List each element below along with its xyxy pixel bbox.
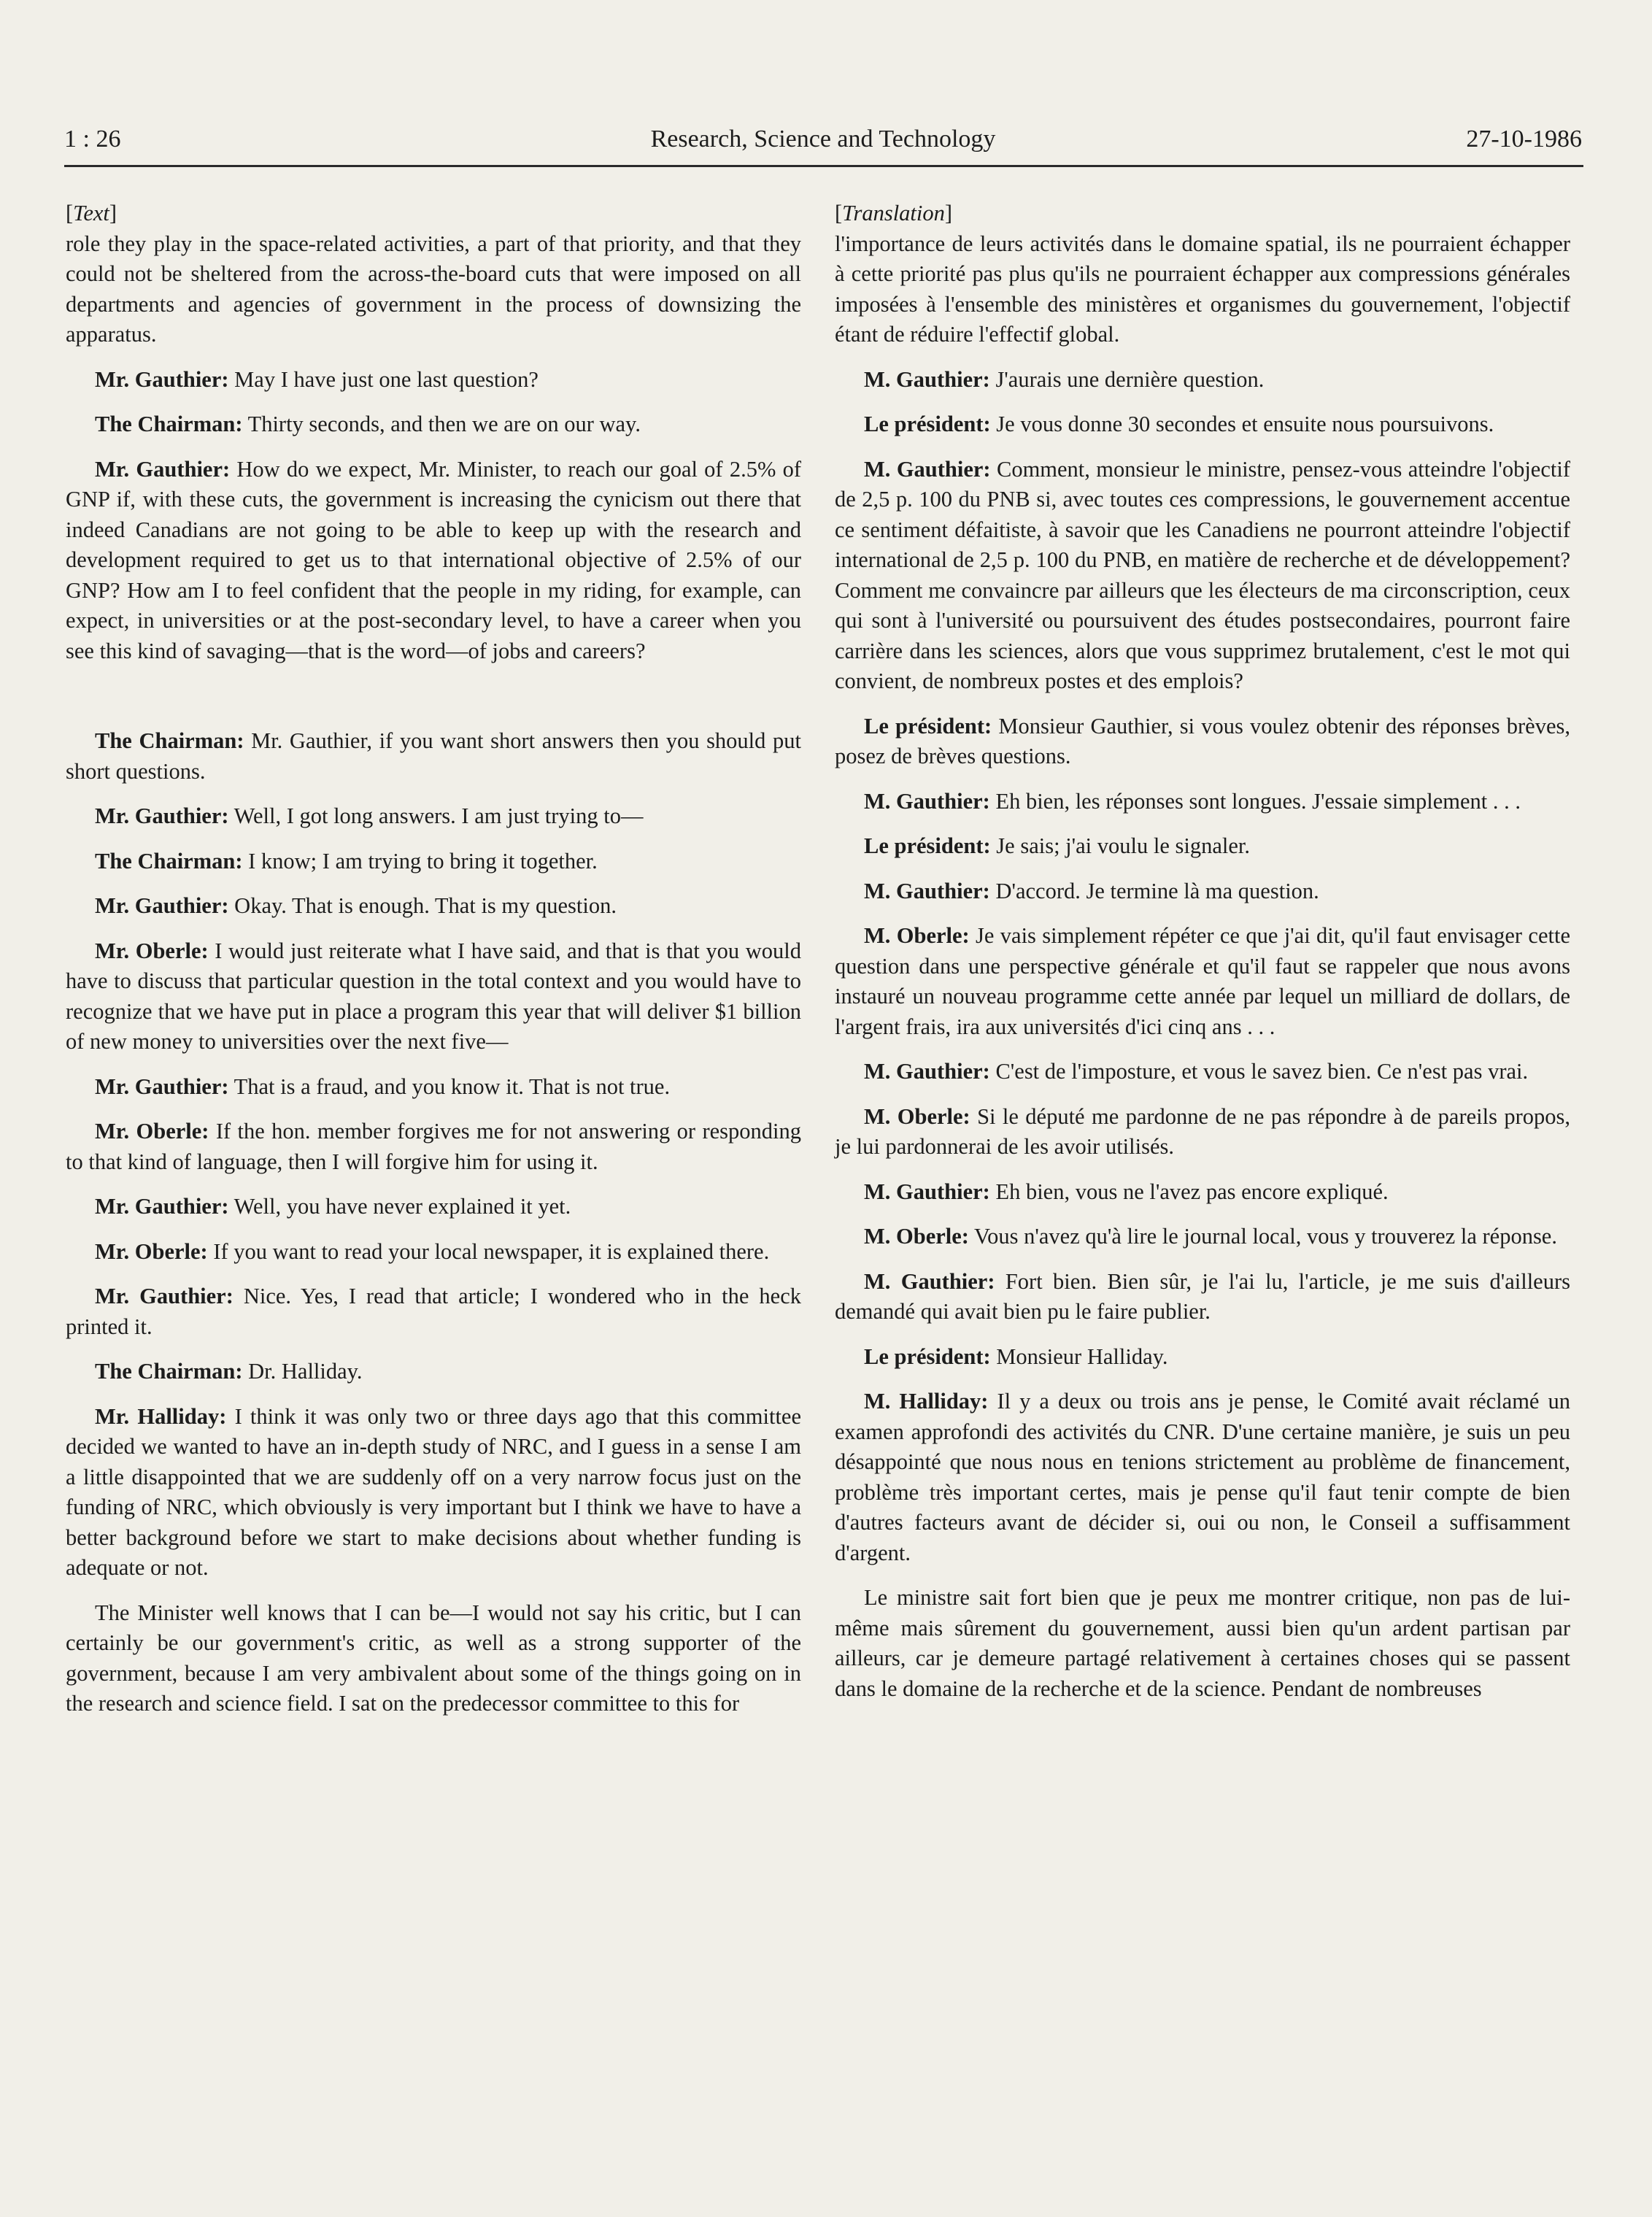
speaker-name: M. Halliday: bbox=[864, 1389, 989, 1414]
speaker-name: Mr. Gauthier: bbox=[95, 893, 229, 918]
speaker-name: The Chairman: bbox=[95, 1359, 243, 1384]
speech-paragraph bbox=[66, 1598, 801, 1719]
french-paragraphs bbox=[835, 365, 1570, 1705]
speech-paragraph bbox=[66, 891, 801, 922]
column-spacer bbox=[66, 681, 801, 726]
speaker-name: M. Gauthier: bbox=[864, 788, 990, 814]
speech-text: Mr. Gauthier, if you want short answers then you should put short questions. bbox=[66, 728, 801, 784]
speaker-name: M. Gauthier: bbox=[864, 366, 990, 392]
speech-text: Well, you have never explained it yet. bbox=[228, 1194, 571, 1219]
speaker-name: M. Gauthier: bbox=[864, 456, 991, 482]
speaker-name: Le président: bbox=[864, 833, 991, 858]
speech-text: Je vais simplement répéter ce que j'ai dit, qu'il faut envisager cette question dans une perspective générale et qu'il faut se rappeler que nous avons instauré un nouveau programme cette année par lequel un milliard de dollars, de l'argent frais, ira aux universités d'ici cinq ans . . . bbox=[835, 923, 1570, 1039]
speech-paragraph bbox=[66, 1117, 801, 1177]
speech-text: Le ministre sait fort bien que je peux me montrer critique, non pas de lui-même mais sûrement du gouvernement, aussi bien qu'un ardent partisan par ailleurs, car je demeure partagé relativement à certaines choses qui se passent dans le domaine de la recherche et de la science. Pendant de nombreuses bbox=[835, 1585, 1570, 1701]
speech-text: I know; I am trying to bring it together. bbox=[242, 848, 598, 874]
speech-text: Okay. That is enough. That is my question. bbox=[228, 893, 617, 918]
speech-text: The Minister well knows that I can be—I would not say his critic, but I can certainly be our government's critic, as well as a strong supporter of the government, because I am very ambivalent about some of the things going on in the research and science field. I sat on the predecessor committee to this for bbox=[66, 1600, 801, 1716]
speech-paragraph bbox=[835, 712, 1570, 772]
speech-paragraph bbox=[835, 455, 1570, 697]
speech-paragraph bbox=[66, 365, 801, 396]
speech-paragraph bbox=[835, 831, 1570, 862]
speech-text: I think it was only two or three days ago that this committee decided we wanted to have an in-depth study of NRC, and I guess in a sense I am a little disappointed that we are suddenly off on a very narrow focus just on the funding of NRC, which obviously is very important but I think we have to have a better background before we start to make decisions about whether funding is adequate or not. bbox=[66, 1403, 801, 1580]
speech-text: Dr. Halliday. bbox=[242, 1359, 363, 1384]
speaker-name: Mr. Oberle: bbox=[95, 938, 209, 963]
speech-paragraph bbox=[835, 876, 1570, 907]
speech-paragraph bbox=[66, 1357, 801, 1387]
speaker-name: The Chairman: bbox=[95, 848, 243, 874]
speech-text: Il y a deux ou trois ans je pense, le Comité avait réclamé un examen approfondi des activités du CNR. D'une certaine manière, je suis un peu désappointé que nous nous en tenions strictement au problème de financement, problème très important certes, mais je pense qu'il faut tenir compte de bien d'autres facteurs avant de décider si, oui ou non, le Conseil a suffisamment d'argent. bbox=[835, 1389, 1570, 1565]
speech-paragraph bbox=[66, 801, 801, 832]
speech-text: How do we expect, Mr. Minister, to reach our goal of 2.5% of GNP if, with these cuts, the government is increasing the cynicism out there that indeed Canadians are not going to be able to keep up with the research and development required to get us to that international objective of 2.5% of our GNP? How am I to feel confident that the people in my riding, for example, can expect, in universities or at the post-secondary level, to have a career when you see this kind of savaging—that is the word—of jobs and careers? bbox=[66, 456, 801, 663]
continued-paragraph: role they play in the space-related activities, a part of that priority, and that they could not be sheltered from the across-the-board cuts that were imposed on all departments and agencies of government in the process of downsizing the apparatus. bbox=[66, 231, 801, 347]
speech-paragraph bbox=[835, 921, 1570, 1042]
speaker-name: Mr. Gauthier: bbox=[95, 803, 229, 828]
speech-paragraph bbox=[835, 1387, 1570, 1568]
speech-text: Je vous donne 30 secondes et ensuite nous poursuivons. bbox=[990, 412, 1494, 436]
speech-paragraph bbox=[66, 1402, 801, 1584]
speech-paragraph bbox=[835, 787, 1570, 817]
english-column bbox=[66, 198, 801, 1734]
speech-text: Comment, monsieur le ministre, pensez-vous atteindre l'objectif de 2,5 p. 100 du PNB si, avec toutes ces compressions, le gouvernement accentue ce sentiment défaitiste, à savoir que les Canadiens ne pourront atteindre l'objectif international de 2,5 p. 100 du PNB, en matière de recherche et de développement? Comment me convaincre par ailleurs que les électeurs de ma circonscription, ceux qui sont à l'université ou poursuivent des études postsecondaires, pourront faire carrière dans les sciences, alors que vous supprimez brutalement, c'est le mot qui convient, de nombreux postes et des emplois? bbox=[835, 456, 1570, 693]
speaker-name: M. Gauthier: bbox=[864, 1268, 995, 1294]
speech-paragraph bbox=[835, 409, 1570, 440]
speaker-name: Mr. Halliday: bbox=[95, 1403, 227, 1429]
speech-paragraph bbox=[66, 847, 801, 877]
speech-paragraph bbox=[835, 1222, 1570, 1252]
speech-text: C'est de l'imposture, et vous le savez bien. Ce n'est pas vrai. bbox=[989, 1059, 1529, 1084]
header-rule bbox=[64, 165, 1583, 167]
speaker-name: Mr. Oberle: bbox=[95, 1119, 209, 1144]
speaker-name: Le président: bbox=[864, 713, 992, 739]
speech-paragraph bbox=[66, 936, 801, 1057]
speech-paragraph bbox=[66, 455, 801, 667]
page-header bbox=[64, 126, 1582, 166]
running-title: Research, Science and Technology bbox=[650, 126, 996, 153]
continued-paragraph: l'importance de leurs activités dans le domaine spatial, ils ne pourraient échapper à cette priorité pas plus qu'ils ne pourraient échapper aux compressions générales imposées à l'ensemble des ministères et organismes du gouvernement, l'objectif étant de réduire l'effectif global. bbox=[835, 231, 1570, 347]
speech-text: Je sais; j'ai voulu le signaler. bbox=[990, 833, 1251, 858]
speech-text: If the hon. member forgives me for not answering or responding to that kind of language, then I will forgive him for using it. bbox=[66, 1119, 801, 1174]
speech-paragraph bbox=[835, 365, 1570, 396]
speech-paragraph bbox=[66, 409, 801, 440]
speech-paragraph bbox=[835, 1102, 1570, 1163]
french-column bbox=[835, 198, 1570, 1719]
speech-text: Si le député me pardonne de ne pas répondre à de pareils propos, je lui pardonnerai de les avoir utilisés. bbox=[835, 1103, 1570, 1159]
speech-text: Thirty seconds, and then we are on our way. bbox=[242, 412, 641, 436]
speaker-name: The Chairman: bbox=[95, 728, 244, 753]
speaker-name: M. Gauthier: bbox=[864, 1059, 990, 1084]
speech-paragraph bbox=[835, 1342, 1570, 1373]
speaker-name: M. Oberle: bbox=[864, 923, 970, 948]
speech-text: Eh bien, les réponses sont longues. J'essaie simplement . . . bbox=[989, 788, 1521, 814]
speaker-name: M. Gauthier: bbox=[864, 1179, 990, 1204]
speech-text: May I have just one last question? bbox=[228, 366, 539, 392]
speaker-name: M. Gauthier: bbox=[864, 878, 990, 903]
speech-paragraph bbox=[66, 1237, 801, 1268]
speaker-name: Le président: bbox=[864, 1343, 991, 1369]
english-paragraphs bbox=[66, 365, 801, 1719]
speech-text: J'aurais une dernière question. bbox=[989, 366, 1265, 392]
speaker-name: Le président: bbox=[864, 412, 991, 436]
speech-text: Monsieur Halliday. bbox=[990, 1343, 1168, 1369]
speech-text: Fort bien. Bien sûr, je l'ai lu, l'article, je me suis d'ailleurs demandé qui avait bien pu le faire publier. bbox=[835, 1268, 1570, 1324]
speech-text: Monsieur Gauthier, si vous voulez obtenir des réponses brèves, posez de brèves questions. bbox=[835, 713, 1570, 768]
speaker-name: Mr. Gauthier: bbox=[95, 366, 229, 392]
speech-paragraph bbox=[835, 1057, 1570, 1087]
speech-text: Nice. Yes, I read that article; I wondered who in the heck printed it. bbox=[66, 1284, 801, 1339]
speech-paragraph bbox=[66, 726, 801, 787]
speaker-name: Mr. Gauthier: bbox=[95, 1194, 229, 1219]
speech-text: If you want to read your local newspaper, it is explained there. bbox=[207, 1238, 770, 1264]
speaker-name: Mr. Gauthier: bbox=[95, 456, 231, 482]
speaker-name: Mr. Oberle: bbox=[95, 1238, 208, 1264]
page-date: 27-10-1986 bbox=[1466, 126, 1582, 153]
speech-text: That is a fraud, and you know it. That is not true. bbox=[228, 1073, 671, 1099]
page-number: 1 : 26 bbox=[64, 126, 121, 153]
speaker-name: M. Oberle: bbox=[864, 1103, 970, 1129]
speech-text: Eh bien, vous ne l'avez pas encore expliqué. bbox=[989, 1179, 1389, 1204]
speech-text: D'accord. Je termine là ma question. bbox=[989, 878, 1319, 903]
speech-paragraph bbox=[66, 1281, 801, 1342]
speaker-name: The Chairman: bbox=[95, 412, 243, 436]
speaker-name: Mr. Gauthier: bbox=[95, 1284, 233, 1308]
speech-text: Well, I got long answers. I am just trying to— bbox=[228, 803, 644, 828]
speech-paragraph bbox=[66, 1192, 801, 1222]
speaker-name: Mr. Gauthier: bbox=[95, 1073, 229, 1099]
speech-paragraph bbox=[66, 1072, 801, 1103]
column-tag: [Translation] bbox=[835, 201, 953, 225]
speaker-name: M. Oberle: bbox=[864, 1224, 969, 1249]
column-tag: [Text] bbox=[66, 201, 117, 225]
speech-paragraph bbox=[835, 1583, 1570, 1704]
speech-text: Vous n'avez qu'à lire le journal local, vous y trouverez la réponse. bbox=[968, 1224, 1557, 1249]
speech-paragraph bbox=[835, 1177, 1570, 1208]
speech-paragraph bbox=[835, 1267, 1570, 1327]
speech-text: I would just reiterate what I have said, and that is that you would have to discuss that particular question in the total context and you would have to recognize that we have put in place a program this year that will deliver $1 billion of new money to universities over the next five— bbox=[66, 938, 801, 1054]
